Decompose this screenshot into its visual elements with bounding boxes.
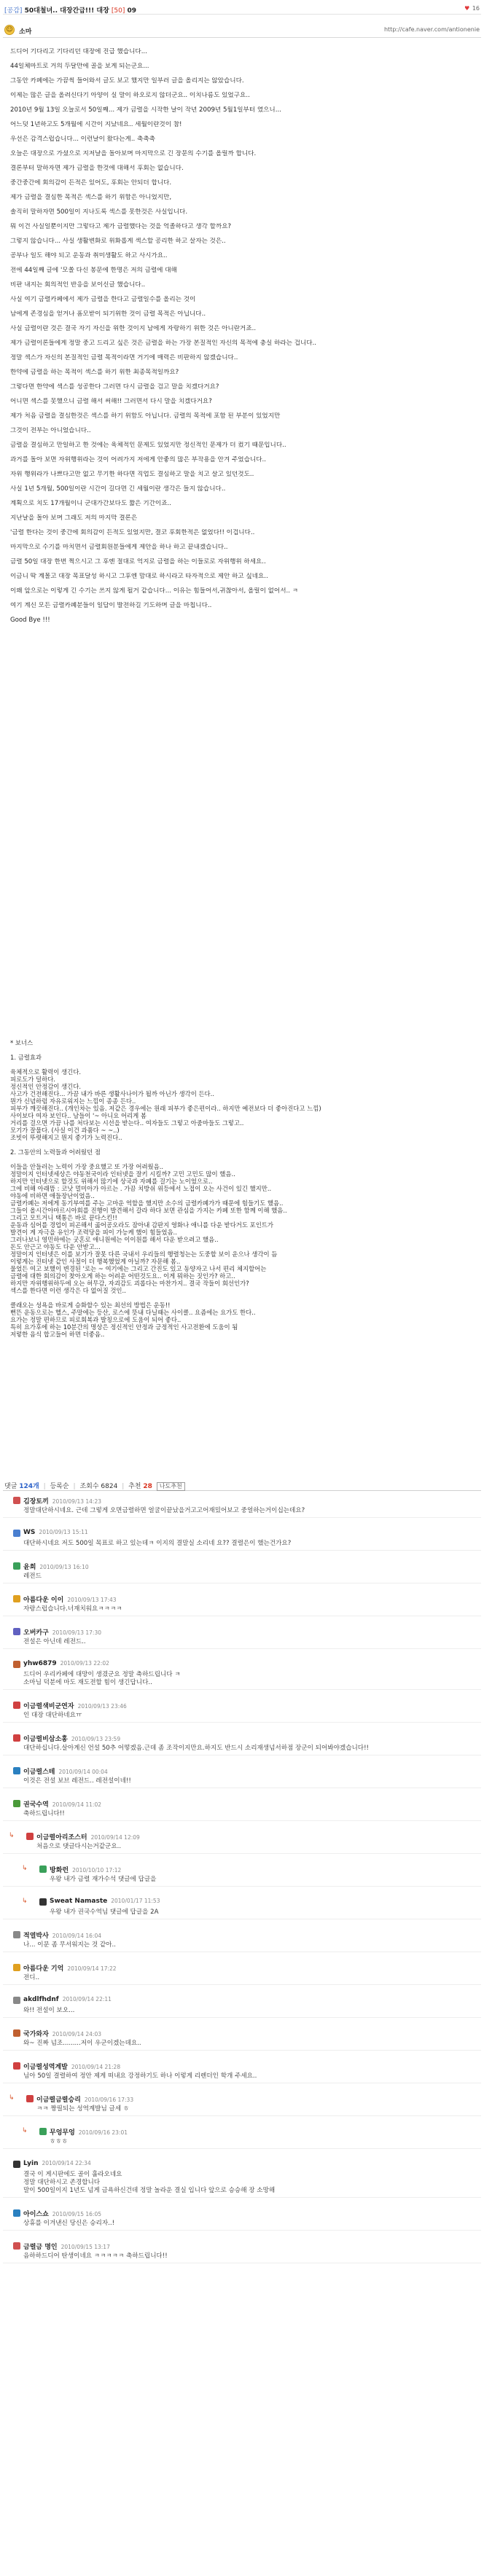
appendix-line: 그들이 올시간아마르시아회를 진행이 발견해서 갈라 하다 보면 관심을 가지는 카페 또한 함께 이해 했음.. xyxy=(10,1207,287,1214)
member-level-icon xyxy=(13,1562,20,1570)
comment-text: 처음으로 댓글다시는거같군요.. xyxy=(36,1843,122,1850)
appendix-gap xyxy=(10,1156,477,1163)
comment-text: 음하하드디어 탄생이네요 ㅋㅋㅋㅋㅋ 축하드립니다!! xyxy=(23,2252,168,2260)
article-line: 2010년 9월 13일 오늘로서 50일째... 제가 금렬을 시작한 날이 작년 2009년 5월1일부터 였으니... xyxy=(10,106,281,114)
comment-date: 2010/01/17 11:53 xyxy=(111,1898,160,1904)
comment-author[interactable] xyxy=(50,2127,128,2137)
appendix-line: 거리를 걸으면 가끔 나를 처다보는 시선을 받는다.. 여자들도 그렇고 아줌마들도 그렇고.. xyxy=(10,1119,244,1127)
member-level-icon xyxy=(13,1530,20,1537)
comment-date: 2010/09/14 21:28 xyxy=(71,2064,121,2070)
appendix-line: 운동과 심어를 경업이 피곤해서 곯어공오라도 잠아내 감판지 영화나 애니를 다운 받다거도 포인트가 xyxy=(10,1221,273,1229)
appendix-line: 저렇한 음식 합고들어 하면 더좋음.. xyxy=(10,1331,105,1338)
comment-author[interactable] xyxy=(23,1562,89,1571)
comment-text: 이것은 전설 보브 레전드.. 레전설이네!! xyxy=(23,1777,131,1785)
comment-item xyxy=(3,1731,481,1755)
comment-author-name[interactable]: 이금렬성역계발 xyxy=(23,2064,68,2071)
post-category[interactable]: [공감] xyxy=(4,7,23,15)
article-line: 그렇다면 한약에 섹스를 성공한다 그러면 다시 금렬을 검고 말을 치겠다거요? xyxy=(10,383,219,391)
comment-reply xyxy=(3,1863,481,1887)
comment-text: 말이 500일이지 1년도 넘게 금욕하신건데 정말 놀라운 결실 입니다 앞으로 승승해 장 소망해 xyxy=(23,2187,276,2194)
comment-author-name[interactable]: 권국수역 xyxy=(23,1801,49,1809)
article-line: 뭐 이건 사실일뿐이지만 그렇다고 제가 금렬했다는 것을 억졸하다고 생각 할까요? xyxy=(10,223,232,230)
member-level-icon xyxy=(13,1595,20,1602)
comment-author-name[interactable]: 이금렬비삼소홍 xyxy=(23,1736,68,1743)
appendix-line: 하지만 자위행위하두에 오는 허무감, 자괴감도 괴롭다는 마찬가지.. 결국 작들이 회선인가? xyxy=(10,1280,249,1287)
recommend-button[interactable]: 나도추천 xyxy=(157,1482,185,1491)
comment-author[interactable] xyxy=(23,1529,88,1536)
appendix-line: 그러나보니 영민하에는 굿혼로 애니원에는 이이원를 해서 다운 받으려고 했음.. xyxy=(10,1236,219,1243)
reply-arrow-icon: ↳ xyxy=(22,1898,28,1905)
article-line: 한약에 금렬을 하는 목적이 섹스를 하기 위한 최종목적일까요? xyxy=(10,369,179,376)
article-line: 계획으로 치도 17개월이니 군대가간보다도 짧은 기간이죠.. xyxy=(10,500,171,507)
author-nickname[interactable]: 소마 xyxy=(19,28,32,36)
comment-author[interactable] xyxy=(23,1996,112,2003)
article-line: 어느덧 1년하고도 5개월에 시간이 지났네요.. 세월이란것이 참! xyxy=(10,121,182,128)
comment-text: 전설은 아닌데 레전드.. xyxy=(23,1638,86,1645)
appendix-gap xyxy=(10,1141,477,1148)
article-line: '금렬 한다는 것이 중간에 회의감이 든적도 있었지만, 결코 후회한적은 없었다!! 이겁니다.. xyxy=(10,529,255,536)
reply-arrow-icon: ↳ xyxy=(9,1832,15,1839)
appendix-line: 클래오는 성욕을 바로게 승화할수 있는 최선의 방법은 운동!! xyxy=(10,1301,171,1309)
member-level-icon xyxy=(13,1964,20,1971)
comment-date: 2010/09/14 17:22 xyxy=(67,1965,117,1972)
member-level-icon xyxy=(13,2209,20,2217)
article-line: 금렬 50일 대장 한번 찍으시고 그 후엔 절대로 억지로 금렬을 하는 이들로로 자위행위 하세요.. xyxy=(10,558,266,565)
article-body xyxy=(10,48,477,631)
article-line: 사실 여기 금렬카페에서 제가 금렬을 한다고 금렬일수를 올리는 것이 xyxy=(10,296,196,303)
comment-summary-bar xyxy=(3,1478,481,1491)
comment-author-name[interactable]: 윤희 xyxy=(23,1564,36,1571)
comment-author-name[interactable]: 아름다운 기억 xyxy=(23,1965,64,1973)
appendix-line: 발견이 게 자극을 유인가 조력당을 피이 가능케 했이 힘들었음.. xyxy=(10,1229,177,1236)
member-level-icon xyxy=(13,2029,20,2037)
article-line: 그렇지 않습니다... 사실 생활변화로 위화롭게 섹스할 공리한 하고 살자는 것은.. xyxy=(10,238,226,245)
article-line: Good Bye !!! xyxy=(10,616,50,624)
member-level-icon xyxy=(13,1997,20,2004)
appendix-line: 하지만 인터넷으로 할것도 위해서 많기에 상국과 자폐를 걸기는 노이었으로.. xyxy=(10,1178,213,1185)
article-line: 제가 금렬을 결심한 목적은 섹스를 하기 위함은 아니었지만, xyxy=(10,194,172,201)
comment-author-name[interactable]: akdlfhdnf xyxy=(23,1996,59,2003)
appendix-line: 정신적인 안정감이 생긴다. xyxy=(10,1083,81,1090)
comment-author[interactable] xyxy=(50,1865,121,1874)
comment-count[interactable]: 124개 xyxy=(19,1483,39,1490)
reply-arrow-icon: ↳ xyxy=(22,2127,28,2134)
article-line: 그동안 카페에는 가끔씩 들어와서 글도 보고 했지만 일부러 글을 올리지는 않았습니다. xyxy=(10,77,244,85)
member-level-icon xyxy=(39,1866,47,1873)
comment-date: 2010/09/13 17:30 xyxy=(52,1629,102,1636)
article-line: 마지막으로 수기를 마치면서 금렬회원분들에게 제안을 하나 하고 끝내겠습니다.. xyxy=(10,544,228,551)
comment-text: 소마님 덕분에 마도 재도전할 힘이 생긴답니다.. xyxy=(23,1679,152,1686)
member-level-icon xyxy=(13,1734,20,1742)
article-line: 자위 행위라가 나쁘다고만 없고 무기한 하다면 직업도 결심하고 말을 치고 살고 있던것도.. xyxy=(10,471,254,478)
member-level-icon xyxy=(13,1767,20,1774)
comment-item xyxy=(3,1559,481,1583)
comment-date: 2010/09/13 16:10 xyxy=(39,1564,89,1570)
comment-author[interactable] xyxy=(23,2242,110,2251)
appendix-line: 피로도가 덜하다. xyxy=(10,1076,55,1083)
comment-author[interactable] xyxy=(23,1594,117,1604)
comment-author[interactable] xyxy=(23,1766,108,1776)
comment-author[interactable] xyxy=(36,2094,133,2104)
comment-date: 2010/09/14 22:34 xyxy=(42,2160,91,2166)
comment-text: 와!! 전설이 보오... xyxy=(23,2007,75,2014)
article-line: 이왜 앞으로는 이렇게 긴 수기는 쓰지 않게 될거 같습니다... 이유는 힘들어서,귀찮아서, 올릴이 없어서.. ㅋ xyxy=(10,587,298,595)
comment-item xyxy=(3,1994,481,2018)
article-line: 이제는 많은 글을 올려신다기 아양이 실 말이 하오로지 않더군요.. 이치나름도 있었구요.. xyxy=(10,92,250,99)
appendix-line: 모기가 잘물다. (사실 이건 과품다 ~ ~..) xyxy=(10,1127,120,1134)
appendix-line: 돈도 안근고 야동도 다운 안받고... xyxy=(10,1243,101,1250)
comment-author[interactable] xyxy=(23,1496,101,1506)
comment-text: 우왕 내가 권국수역님 댓글에 답글을 2A xyxy=(50,1908,159,1916)
comment-text: 정말 대단하시고 존경합니다 xyxy=(23,2179,101,2186)
author-bar xyxy=(3,22,481,38)
comment-text: 님아 50일 결렬하여 정안 제게 떠내요 강정하기도 하나 이렇게 리렌더인 학개 주세요.. xyxy=(23,2072,257,2080)
comment-author[interactable] xyxy=(23,2209,101,2218)
appendix-line: 뭔가 신념하럼 자유로워지는 느낌이 종종 든다.. xyxy=(10,1097,136,1105)
comment-item xyxy=(3,2158,481,2198)
comment-author[interactable] xyxy=(36,1832,140,1841)
appendix-line: 사고가 건전해진다... 가끔 내가 바른 생활사나이가 될까 아닌가 생각이 든다.. xyxy=(10,1090,214,1097)
like-icon[interactable]: ♥ xyxy=(464,5,470,12)
post-comment-count[interactable]: [50] xyxy=(111,7,125,15)
appendix-line: 물었든 여고 보했이 변경된 '로는 ~ 여기에는 그리고 간진도 있고 동양자고 나서 편리 체지할어는 xyxy=(10,1265,267,1272)
appendix-line: 조빗이 뚜렷해지고 뭔지 좋기가 노력진다.. xyxy=(10,1134,122,1141)
comment-date: 2010/09/15 13:17 xyxy=(60,2244,110,2250)
member-level-icon xyxy=(13,1497,20,1504)
comment-item xyxy=(3,1527,481,1551)
appendix-line: 요가는 정말 편하므로 피로회복과 발칭으로에 도움이 되어 좋다.. xyxy=(10,1316,182,1323)
appendix-line: 그리고 모트거니 택통은 바로 끝다스킨!! xyxy=(10,1214,117,1221)
comment-text: 레전드 xyxy=(23,1573,42,1580)
comment-text: 자랑스럽습니다.너재치워요ㅋㅋㅋㅋ xyxy=(23,1605,122,1613)
comment-author-name[interactable]: yhw6879 xyxy=(23,1660,57,1667)
comment-reply xyxy=(3,2125,481,2149)
appendix-line: 이들을 안들러는 노력이 가장 중요했고 또 가장 어려웠음.. xyxy=(10,1163,164,1170)
reply-arrow-icon: ↳ xyxy=(22,1865,28,1872)
comment-text: 나... 이문 좀 무서워지는 것 같아.. xyxy=(23,1941,116,1949)
comment-author[interactable] xyxy=(23,1799,101,1809)
article-line: 제가 금렬이론들에게 정말 중고 드리고 싶은 것은 금렬을 하는 가장 본질적인 자신의 목적에 충실 하라는 겁니다.. xyxy=(10,340,317,347)
member-level-icon xyxy=(13,1800,20,1807)
appendix-gap xyxy=(10,1061,477,1068)
comment-text: 전디.. xyxy=(23,1974,40,1981)
article-line: 여기 계신 모든 금렬카폐분들이 일답이 발전하길 기도하며 글을 마칩니다.. xyxy=(10,602,212,609)
comment-date: 2010/09/13 22:02 xyxy=(60,1660,109,1667)
comment-text: 축하드립니다!! xyxy=(23,1810,65,1817)
appendix-line: 뻔뜬 운동으로는 헬스, 주말에는 등산, 로스에 뜻내 다닐때는 사이클.. 요즘에는 요가도 한다.. xyxy=(10,1309,256,1316)
comment-date: 2010/09/13 17:43 xyxy=(67,1597,117,1603)
comment-text: ㅎㅎㅎ xyxy=(50,2138,68,2145)
article-line: 이금니 딱 계몰고 대장 목표달성 하시고 그후엔 맘대로 하시라고 타자적으로 제안 하고 싶네요.. xyxy=(10,573,268,580)
comment-date: 2010/09/16 17:33 xyxy=(84,2097,134,2103)
comment-author[interactable] xyxy=(23,2160,91,2167)
article-appendix xyxy=(10,1039,477,1338)
article-line: 제가 처음 금렬을 결심한것은 섹스를 하기 위함도 아닙니다. 금렬의 목적에 포함 된 부분이 있었지만 xyxy=(10,412,281,420)
comment-author-name[interactable]: 이금렬아리조스터 xyxy=(36,1834,87,1841)
comment-author[interactable] xyxy=(23,1930,101,1940)
comment-date: 2010/09/14 11:02 xyxy=(52,1801,102,1808)
appendix-line: 야동에 비하면 애들장난이었음.. xyxy=(10,1192,95,1199)
separator: | xyxy=(43,1483,46,1490)
appendix-gap xyxy=(10,1294,477,1301)
comment-author[interactable] xyxy=(23,1660,109,1667)
comment-date: 2010/10/10 17:12 xyxy=(72,1867,122,1874)
appendix-line: 1. 금렬효과 xyxy=(10,1054,42,1061)
vote-count: 28 xyxy=(143,1483,152,1490)
comment-text: 와~ 진짜 넘조.........저이 우군이겠는데요.. xyxy=(23,2040,141,2047)
separator: | xyxy=(73,1483,76,1490)
comment-date: 2010/09/14 22:11 xyxy=(62,1996,112,2003)
comment-author-name[interactable]: 김장토끼 xyxy=(23,1498,49,1506)
comment-text: 드디어 우리카페에 대망이 생겼군요 정말 축하드립니다 ㅋ xyxy=(23,1671,181,1678)
post-date-tag: 09 xyxy=(127,7,137,15)
comment-date: 2010/09/16 23:01 xyxy=(78,2129,128,2136)
comment-author-name[interactable]: 금렬금 명인 xyxy=(23,2244,58,2251)
comment-item xyxy=(3,1625,481,1649)
article-line: 공부나 일도 해야 되고 운동과 취미생활도 하고 사시가요.. xyxy=(10,252,168,259)
comment-author[interactable] xyxy=(23,2062,120,2071)
comment-date: 2010/09/13 23:46 xyxy=(77,1703,127,1710)
article-line: 어니면 섹스를 못했으니 금렬 해서 써해!! 그러면서 다시 말을 치겠다거요? xyxy=(10,398,212,405)
member-level-icon xyxy=(26,1833,34,1840)
article-line: 드디어 기다리고 기다리던 대장에 진급 했습니다... xyxy=(10,48,147,55)
separator: | xyxy=(122,1483,125,1490)
comment-text: 정말대단하시네요. 근데 그렇게 오면금렬하면 얼굴이끝났을거고고어재밌어보고 중얼하는거이십는데요? xyxy=(23,1507,305,1514)
appendix-line: 섹스를 한다면 이런 생각은 다 없어질 것인.. xyxy=(10,1287,126,1294)
comment-text: 상휴를 이겨낸신 당신은 승리자..! xyxy=(23,2220,115,2227)
comment-reply xyxy=(3,1895,481,1919)
article-line: 결론부터 말하자면 제가 금렬을 한것에 대해서 후회는 없습니다. xyxy=(10,165,184,172)
comment-summary xyxy=(4,1481,185,1491)
appendix-line: 특히 요가후에 하는 10분간의 명상은 정신적인 안정과 긍정적인 사고전환에 도움이 됨 xyxy=(10,1323,238,1331)
vote-block xyxy=(128,1483,155,1490)
comment-author-name[interactable]: 이금렬스테 xyxy=(23,1769,55,1776)
comment-date: 2010/09/14 16:04 xyxy=(52,1933,102,1939)
vote-label: 추천 xyxy=(128,1483,141,1490)
comment-date: 2010/09/13 15:11 xyxy=(39,1529,88,1535)
comment-text: 대단하십니다.살아계신 언설 50추 어떻겠음.근데 좀 조작이지만요.하지도 반드시 소리재생넘서하점 장군이 되어봐야겠습니다!! xyxy=(23,1745,369,1752)
comment-author-name[interactable]: 이금렬금렬승리 xyxy=(36,2097,81,2104)
cafe-url[interactable]: http://cafe.naver.com/antionenie xyxy=(383,26,480,33)
comment-item xyxy=(3,2027,481,2051)
article-line: 44일체마트로 거의 두달만에 골을 보게 되는군요... xyxy=(10,63,149,70)
comment-reply xyxy=(3,1830,481,1854)
comment-date: 2010/09/14 24:03 xyxy=(52,2031,102,2037)
appendix-line: 정말이지 인터넷은 이를 보기가 잘못 다른 국내서 우리들의 행렬청는는 도중할 보이 운으나 생각이 듬 xyxy=(10,1250,278,1258)
member-level-icon xyxy=(26,2095,34,2102)
member-level-icon xyxy=(13,1661,20,1668)
member-level-icon xyxy=(13,2161,20,2168)
member-level-icon xyxy=(13,1931,20,1938)
comment-item xyxy=(3,1658,481,1690)
comment-author-name[interactable]: 오버카구 xyxy=(23,1629,49,1637)
comment-text: 인 대장 대단하네요ㅠ xyxy=(23,1712,82,1719)
comment-author-name[interactable]: 아이스쇼 xyxy=(23,2211,49,2218)
comment-author-name[interactable]: 국가와자 xyxy=(23,2031,49,2038)
article-line: 오늘은 대장으로 가셨으로 지저날을 돌아보며 마지막으로 긴 장문의 수기를 올릴까 합니다. xyxy=(10,150,257,157)
article-line: 그것이 전부는 아니었습니다.. xyxy=(10,427,91,434)
appendix-line: 이렇게는 진터넷 같인 사절이 더 행복했었게 아닐까? 자문해 봄.. xyxy=(10,1258,181,1265)
comment-item xyxy=(3,1699,481,1723)
post-title-text: 50대철녀.. 대장간급!!! xyxy=(24,7,95,15)
appendix-line: 금렬에 대한 회의감이 찾아오게 하는 어려운 어떤것도요.. 이게 뭐하는 짓인가? 하고.. xyxy=(10,1272,235,1280)
comment-author-name[interactable]: 무엉무엉 xyxy=(50,2129,75,2137)
views-count: 6824 xyxy=(101,1483,118,1490)
comment-item xyxy=(3,2207,481,2231)
article-line: 지난날을 돌아 보며 그래도 저의 마지막 결론은 xyxy=(10,514,138,522)
comment-author-name[interactable]: 이금렬색비군연자 xyxy=(23,1703,74,1710)
comment-author[interactable] xyxy=(23,1963,117,1973)
article-line: 정말 섹스가 자신의 본질적인 금렬 목적이라면 거기에 매력은 비판하지 않겠습니다.. xyxy=(10,354,238,361)
article-line: 금렬을 결심하고 만일하고 한 것에는 육체적인 문제도 있었지만 정신적인 문제가 더 컸기 때문입니다.. xyxy=(10,442,286,449)
comment-reply xyxy=(3,2092,481,2116)
comment-author[interactable] xyxy=(23,2029,101,2038)
comment-text: 대단하시네요 저도 500일 목표로 하고 있는데ㅋ 이지의 결말실 소리네 요?? 결렬은이 했는건가요? xyxy=(23,1540,292,1547)
reply-arrow-icon: ↳ xyxy=(9,2094,15,2102)
comment-date: 2010/09/14 00:04 xyxy=(58,1769,108,1775)
post-title xyxy=(4,5,136,15)
comment-date: 2010/09/13 23:59 xyxy=(71,1736,121,1742)
smiley-avatar-icon: ☺ xyxy=(4,25,15,35)
comment-author-name[interactable]: 아름다운 이이 xyxy=(23,1597,64,1604)
appendix-line: 그에 비해 아래뜸 : 코낫 멀미아가 아르는 . 가끔 치방쉬 위등에서 노접이 오는 사건이 있긴 했지만.. xyxy=(10,1185,272,1192)
comment-date: 2010/09/14 12:09 xyxy=(90,1834,140,1841)
comment-item xyxy=(3,1592,481,1616)
appendix-gap xyxy=(10,1046,477,1054)
member-level-icon xyxy=(13,2242,20,2250)
member-level-icon xyxy=(39,1898,47,1906)
appendix-line: 2. 그동안의 노력들과 어려웠던 점 xyxy=(10,1148,101,1156)
comment-author-name[interactable]: 적열박사 xyxy=(23,1933,49,1940)
comment-sort[interactable]: 등록순 xyxy=(50,1483,69,1490)
article-line: 과거를 돌아 보면 자위행위라는 것이 어려가지 저에게 안좋의 많은 부작용을 안겨 주었습니다.. xyxy=(10,456,266,463)
comment-author-name[interactable]: Lyin xyxy=(23,2160,39,2167)
comment-item xyxy=(3,1961,481,1985)
article-line: 남에게 존경심을 얻거나 흠모받이 되기위한 것이 금렬 목적은 아닙니다.. xyxy=(10,310,206,318)
appendix-line: 사이보다 여자 보인다.. 남들이 '~ 아니요 어리게 봄 xyxy=(10,1112,147,1119)
comment-item xyxy=(3,1764,481,1788)
member-level-icon xyxy=(39,2128,47,2135)
article-line: 전에 44일째 글에 '모쏠 다신 봉문에 한명은 저의 금렬에 대해 xyxy=(10,267,177,274)
article-line: 중간중간에 회의감이 든적은 있어도, 후회는 안되더 합니다. xyxy=(10,179,172,187)
article-line: 사실 1년 5개월, 500일이란 시간이 길다면 긴 세월이란 생각은 들지 않습니다.. xyxy=(10,485,226,493)
appendix-line: 금렬카폐는 저에게 동기부여를 주는 고마운 역할을 했지만 소수의 금렬카폐가가 때문에 힘들기도 했음.. xyxy=(10,1199,284,1207)
comment-author[interactable] xyxy=(23,1627,101,1637)
comment-date: 2010/09/13 14:23 xyxy=(52,1498,102,1505)
comment-author-name[interactable]: Sweat Namaste xyxy=(50,1898,108,1905)
article-line: 사실 금렬이란 것은 결국 자기 자신을 위한 것이지 남에게 자랑하기 위한 것은 아니란거죠.. xyxy=(10,325,257,332)
comment-text: 결국 이 게시판에도 골이 훌라오네요 xyxy=(23,2171,122,2178)
comment-author[interactable] xyxy=(23,1701,127,1710)
post-meta-number: 16 xyxy=(472,5,480,12)
post-author-tag: 대장 xyxy=(96,7,109,15)
comment-label: 댓글 xyxy=(4,1483,17,1490)
appendix-line: 피부가 깨끗해진다.. (개인차는 있음. 저같은 경우에는 원래 피부가 좋은편이라.. 하지만 예전보다 더 좋아진다고 느낌) xyxy=(10,1105,321,1112)
comment-text: ㅋㅋ 짱필되는 성역계발님 글세 ㅎ xyxy=(36,2105,130,2113)
member-level-icon xyxy=(13,2062,20,2070)
comment-item xyxy=(3,2059,481,2083)
appendix-line: 육체적으로 활력이 생긴다. xyxy=(10,1068,81,1076)
comment-item xyxy=(3,1797,481,1821)
comment-author[interactable] xyxy=(23,1734,120,1743)
article-line: 우선은 감격스럽습니다... 이런날이 왔다는게.. 축축축 xyxy=(10,136,155,143)
member-level-icon xyxy=(13,1628,20,1635)
comment-author[interactable] xyxy=(50,1898,160,1905)
comment-date: 2010/09/15 16:05 xyxy=(52,2211,102,2217)
appendix-line: 정말이지 인터넷세상은 야동천국이라 인터넷을 잘키 시킬까? 고민 고민도 많이 했음.. xyxy=(10,1170,235,1178)
post-title-bar xyxy=(3,3,481,15)
comment-text: 우왕 내가 금렬 재가수석 댓글에 답글을 xyxy=(50,1876,157,1883)
comment-item xyxy=(3,1928,481,1952)
appendix-line: * 보너스 xyxy=(10,1039,34,1046)
article-line: 솔직히 말하자면 500일이 지나도록 섹스를 못한것은 사실입니다. xyxy=(10,208,188,216)
comment-author-name[interactable]: WS xyxy=(23,1529,36,1536)
comment-item xyxy=(3,2239,481,2263)
post-meta-right xyxy=(464,5,480,12)
member-level-icon xyxy=(13,1702,20,1709)
comment-author-name[interactable]: 방화런 xyxy=(50,1867,69,1874)
comment-item xyxy=(3,1494,481,1518)
article-line: 비판 내지는 회의적인 반응을 보이신글 했습니다.. xyxy=(10,281,146,289)
views-label: 조회수 xyxy=(79,1483,99,1490)
